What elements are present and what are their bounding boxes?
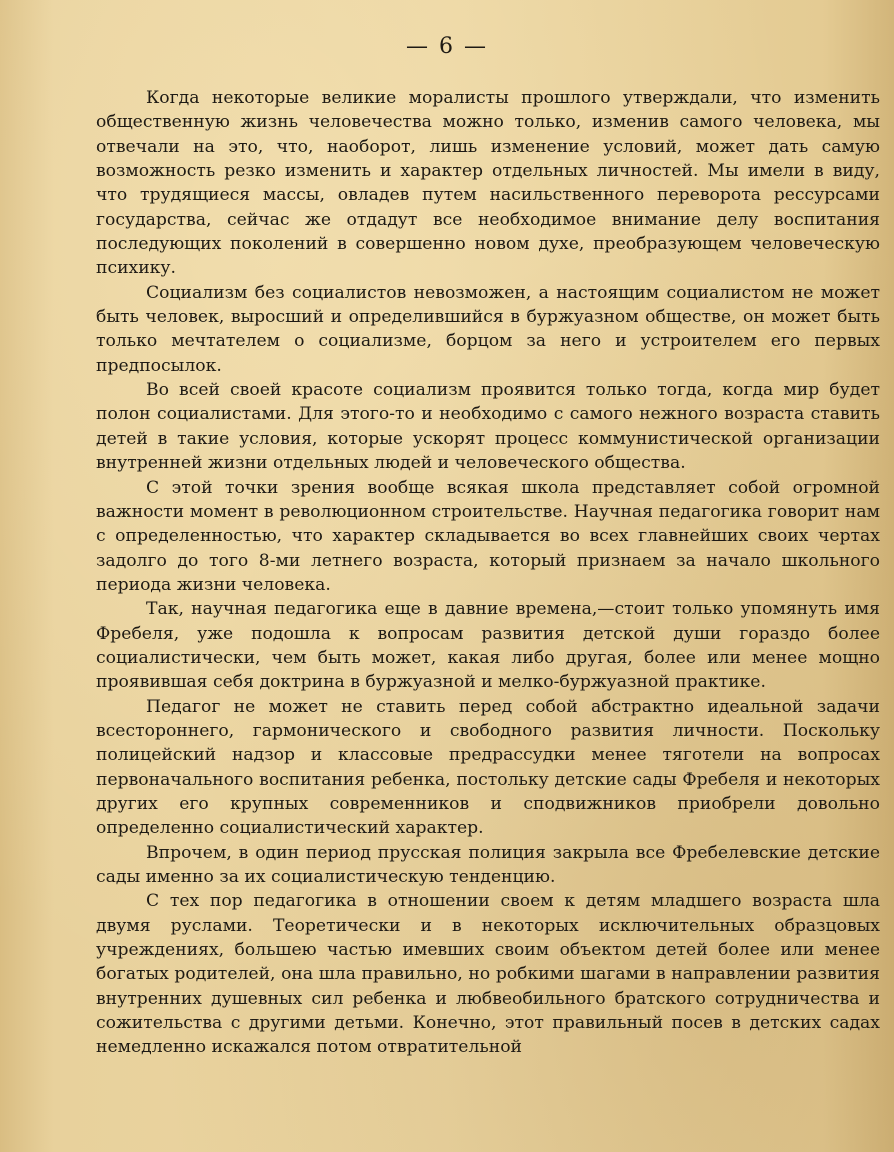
paragraph-8: С тех пор педагогика в отношении своем к детям младшего возраста шла двумя руслами. Теоретически и в некоторых исключительных образцовых учреждениях, большею частью имевших своим объектом детей более или менее богатых родителей, она шла правильно, но робкими шагами в направлении развития внутренних душевных сил ребенка и любвеобильного братского сотрудничества и сожительства с другими детьми. Конечно, этот правильный посев в детских садах немедленно искажался потом отвратительной [96, 891, 880, 1058]
body-text [96, 86, 880, 1060]
page-number: — 6 — [406, 34, 488, 59]
paragraph-7: Впрочем, в один период прусская полиция закрыла все Фребелевские детские сады именно за их социалистическую тенденцию. [96, 842, 880, 887]
paragraph-6: Педагог не может не ставить перед собой абстрактно идеальной задачи всестороннего, гармонического и свободного развития личности. Поскольку полицейский надзор и классовые предрассудки менее тяготели на вопросах первоначального воспитания ребенка, постольку детские сады Фребеля и некоторых других его крупных современников и сподвижников приобрели довольно определенно социалистический характер. [96, 696, 880, 839]
paragraph-5: Так, научная педагогика еще в давние времена,—стоит только упомянуть имя Фребеля, уже подошла к вопросам развития детской души гораздо более социалистически, чем быть может, какая либо другая, более или менее мощно проявившая себя доктрина в буржуазной и мелко-буржуазной практике. [96, 599, 880, 693]
paragraph-1: Когда некоторые великие моралисты прошлого утверждали, что изменить общественную жизнь человечества можно только, изменив самого человека, мы отвечали на это, что, наоборот, лишь изменение условий, может дать самую возможность резко изменить и характер отдельных личностей. Мы имели в виду, что трудящиеся массы, овладев путем насильственного переворота рессурсами государства, сейчас же отдадут все необходимое внимание делу воспитания последующих поколений в совершенно новом духе, преобразующем человеческую психику. [96, 88, 880, 279]
paragraph-2: Социализм без социалистов невозможен, а настоящим социалистом не может быть человек, выросший и определившийся в буржуазном обществе, он может быть только мечтателем о социализме, борцом за него и устроителем его первых предпосылок. [96, 282, 880, 376]
paragraph-4: С этой точки зрения вообще всякая школа представляет собой огромной важности момент в революционном строительстве. Научная педагогика говорит нам с определенностью, что характер складывается во всех главнейших своих чертах задолго до того 8-ми летнего возраста, который признаем за начало школьного периода жизни человека. [96, 477, 880, 595]
paragraph-3: Во всей своей красоте социализм проявится только тогда, когда мир будет полон социалистами. Для этого-то и необходимо с самого нежного возраста ставить детей в такие условия, которые ускорят процесс коммунистической организации внутренней жизни отдельных людей и человеческого общества. [96, 380, 880, 474]
